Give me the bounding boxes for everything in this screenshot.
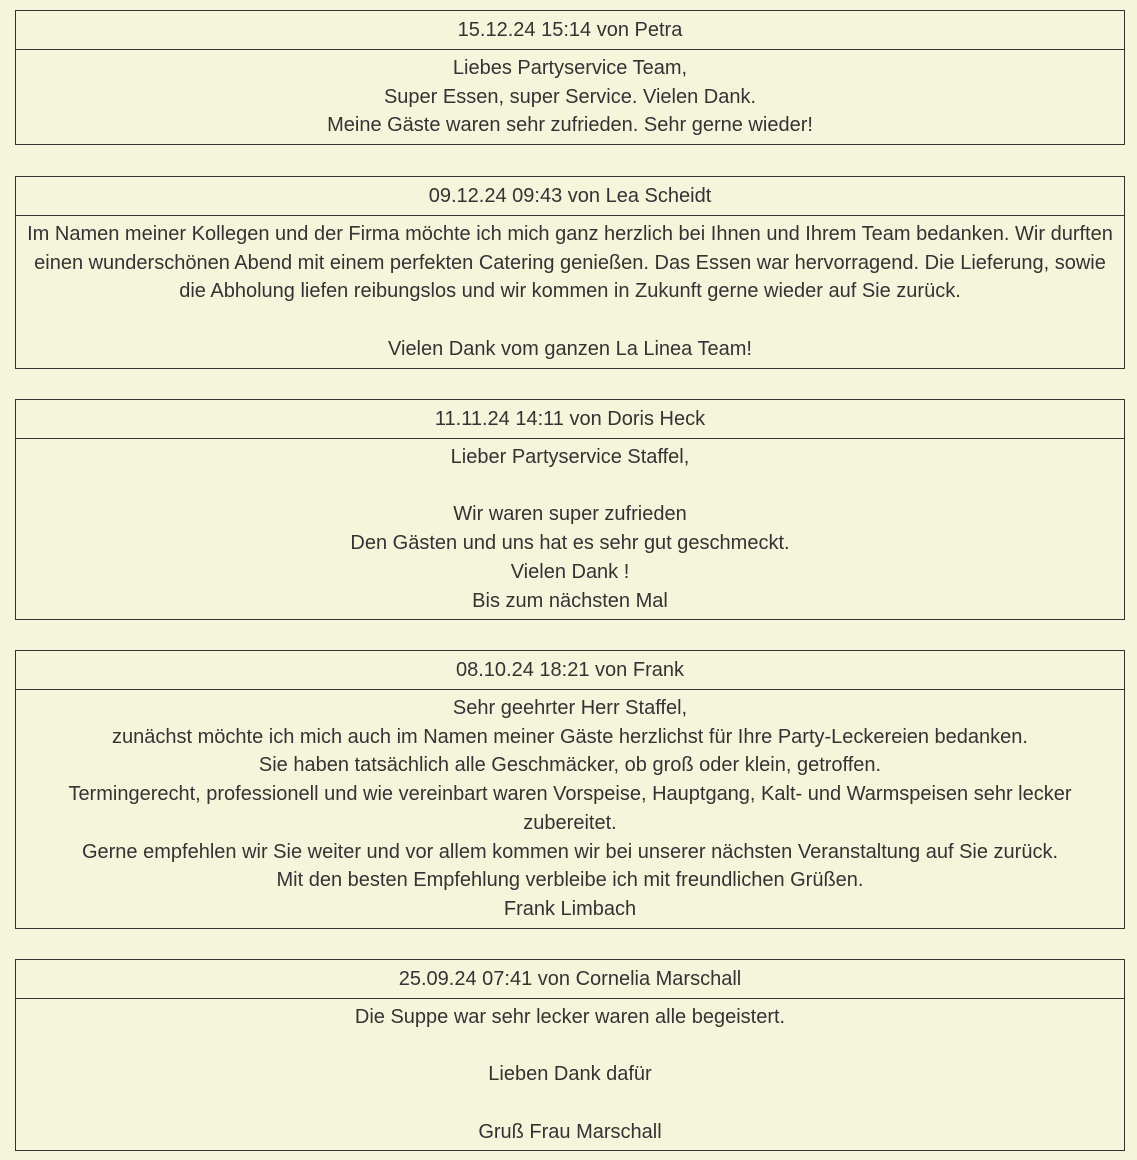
entry-by: von [569,408,602,430]
entry-header [16,400,1124,439]
entry-author: Doris Heck [607,408,706,430]
entry-message [16,999,1124,1150]
entry-time: 07:41 [482,968,533,990]
entry-blank-line [24,1089,1116,1118]
entry-by: von [537,968,571,990]
entry-blank-line [24,1032,1116,1061]
entry-line: Den Gästen und uns hat es sehr gut geschmeckt. [350,532,790,555]
entry-time: 15:14 [541,19,592,41]
entry-line: Im Namen meiner Kollegen und der Firma möchte ich mich ganz herzlich bei Ihnen und Ihrem Team bedanken. Wir durften einen wunderschönen Abend mit einem perfekten Catering genießen. Das Essen war hervorragend. Die Lieferung, sowie die Abholung liefen reibungslos und wir kommen in Zukunft gerne wieder auf Sie zurück. [27,223,1113,303]
entry-message [16,216,1124,368]
entry-time: 18:21 [539,659,590,681]
entry-date: 25.09.24 [398,968,477,990]
entry-line: Frank Limbach [503,897,637,920]
entry-message [16,50,1124,144]
entry-blank-line [24,306,1116,335]
entry-line: zunächst möchte ich mich auch im Namen meiner Gäste herzlichst für Ihre Party-Leckereien bedanken. [112,725,1028,748]
entry-line: Vielen Dank ! [510,560,630,583]
entry-blank-line [24,472,1116,501]
entry-date: 08.10.24 [456,659,534,681]
entry-line: Super Essen, super Service. Vielen Dank. [383,85,757,108]
guestbook-entry [15,10,1125,145]
entry-by: von [595,659,628,681]
entry-author: Frank [632,659,684,681]
entry-header [16,11,1124,50]
entry-line: Sehr geehrter Herr Staffel, [452,697,688,719]
entry-line: Wir waren super zufrieden [453,503,687,526]
entry-by: von [596,19,629,41]
guestbook-entry [15,650,1125,929]
entry-line: Lieben Dank dafür [488,1063,652,1086]
entry-date: 11.11.24 [434,408,510,430]
entry-line: Lieber Partyservice Staffel, [450,446,690,468]
entry-line: Vielen Dank vom ganzen La Linea Team! [388,337,752,360]
entry-line: Gerne empfehlen wir Sie weiter und vor allem kommen wir bei unserer nächsten Veranstaltung auf Sie zurück. [81,840,1059,863]
entry-header [16,960,1124,999]
entry-message [16,690,1124,928]
guestbook-entry [15,176,1125,369]
entry-line: Sie haben tatsächlich alle Geschmäcker, ob groß oder klein, getroffen. [258,754,882,777]
entry-line: Die Suppe war sehr lecker waren alle begeistert. [354,1006,786,1028]
entry-by: von [567,185,601,207]
entry-author: Lea Scheidt [605,185,712,207]
entry-header [16,177,1124,216]
entry-author: Cornelia Marschall [575,968,742,990]
entry-line: Bis zum nächsten Mal [472,589,668,612]
entry-date: 15.12.24 [457,19,536,41]
entry-header [16,651,1124,690]
entry-line: Meine Gäste waren sehr zufrieden. Sehr gerne wieder! [327,114,813,137]
guestbook-entry [15,399,1125,620]
entry-date: 09.12.24 [428,185,507,207]
guestbook-entry [15,959,1125,1151]
entry-message [16,439,1124,619]
entry-line: Gruß Frau Marschall [478,1120,662,1143]
entry-time: 09:43 [512,185,563,207]
entry-time: 14:11 [515,408,564,430]
entry-line: Termingerecht, professionell und wie vereinbart waren Vorspeise, Hauptgang, Kalt- und Warmspeisen sehr lecker zubereitet. [68,783,1072,834]
entry-author: Petra [634,19,683,41]
entry-line: Mit den besten Empfehlung verbleibe ich mit freundlichen Grüßen. [276,869,864,892]
entry-line: Liebes Partyservice Team, [452,57,688,79]
